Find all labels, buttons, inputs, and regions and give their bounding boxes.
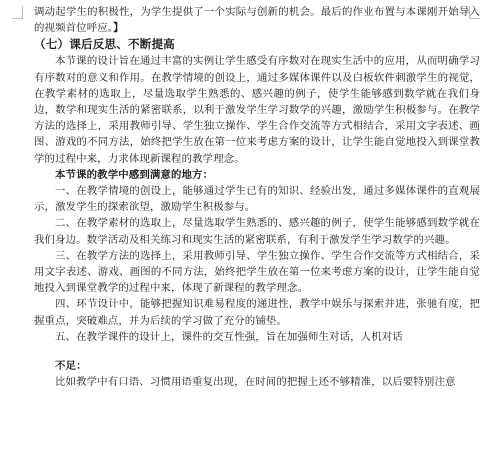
success-item-5: 五、在教学课件的设计上，课件的交互性强，旨在加强师生对话，人机对话 bbox=[55, 330, 403, 343]
crop-mark-top-left-vertical bbox=[22, 6, 23, 19]
success-item-1: 一、在教学情境的创设上，能够通过学生已有的知识、经验出发，通过多媒体课件的直观展示，激发学生的探索欲望，激励学生积极参与。 bbox=[34, 185, 480, 214]
success-item-2: 二、在教学素材的选取上，尽量选取学生熟悉的、感兴趣的例子，使学生能够感到数学就在我们身边。数学活动及相关练习和现实生活的紧密联系，有利于激发学生学习数学的兴趣。 bbox=[34, 217, 480, 246]
success-item-4: 四、环节设计中，能够把握知识难易程度的递进性，教学中娱乐与探索并进，张驰有度，把握重点，突破难点，并为后续的学习做了充分的铺垫。 bbox=[34, 298, 480, 327]
success-item-3: 三、在教学方法的选择上，采用教师引导、学生独立操作、学生合作交流等方式相结合，采用文字表述、游戏、画图的不同方法，始终把学生放在第一位来考虑方案的设计，让学生能自觉地投入到课堂教学的过程中来，体现了新课程的教学理念。 bbox=[34, 249, 480, 295]
paragraph-gap bbox=[34, 345, 480, 358]
document-body bbox=[34, 4, 480, 390]
intro-tail-paragraph bbox=[34, 4, 480, 36]
shortfall-text: 比如教学中有口语、习惯用语重复出现，在时间的把握上还不够精准，以后要特别注意 bbox=[55, 376, 456, 389]
success-subheading: 本节课的教学中感到满意的地方： bbox=[55, 168, 214, 181]
crop-mark-top-left-horizontal bbox=[12, 18, 22, 19]
section-title: （七）课后反思、不断提高 bbox=[34, 37, 175, 52]
shortfall-subheading: 不足： bbox=[55, 360, 87, 373]
reflection-paragraph: 本节课的设计旨在通过丰富的实例让学生感受有序数对在现实生活中的应用，从而明确学习有序数对的意义和作用。在教学情境的创设上，通过多媒体课件以及白板软件刺激学生的视觉，在教学素材的选取上，尽量选取学生熟悉的、感兴趣的例子，使学生能够感到数学就在我们身边，数学和现实生活的紧密联系，以利于激发学生学习数学的兴趣，激励学生积极参与。在教学方法的选择上，采用教师引导、学生独立操作、学生合作交流等方式相结合，采用文字表述、画图、游戏的不同方法，始终把学生放在第一位来考虑方案的设计，让学生能自觉地投入到课堂教学的过程中来，力求体现新课程的教学理念。 bbox=[34, 55, 480, 165]
closing-bracket: 】 bbox=[113, 22, 124, 35]
intro-tail-text: 调动起学生的积极性，为学生提供了一个实际与创新的机会。最后的作业布置与本课刚开始导入的视频首位呼应。 bbox=[34, 6, 480, 35]
